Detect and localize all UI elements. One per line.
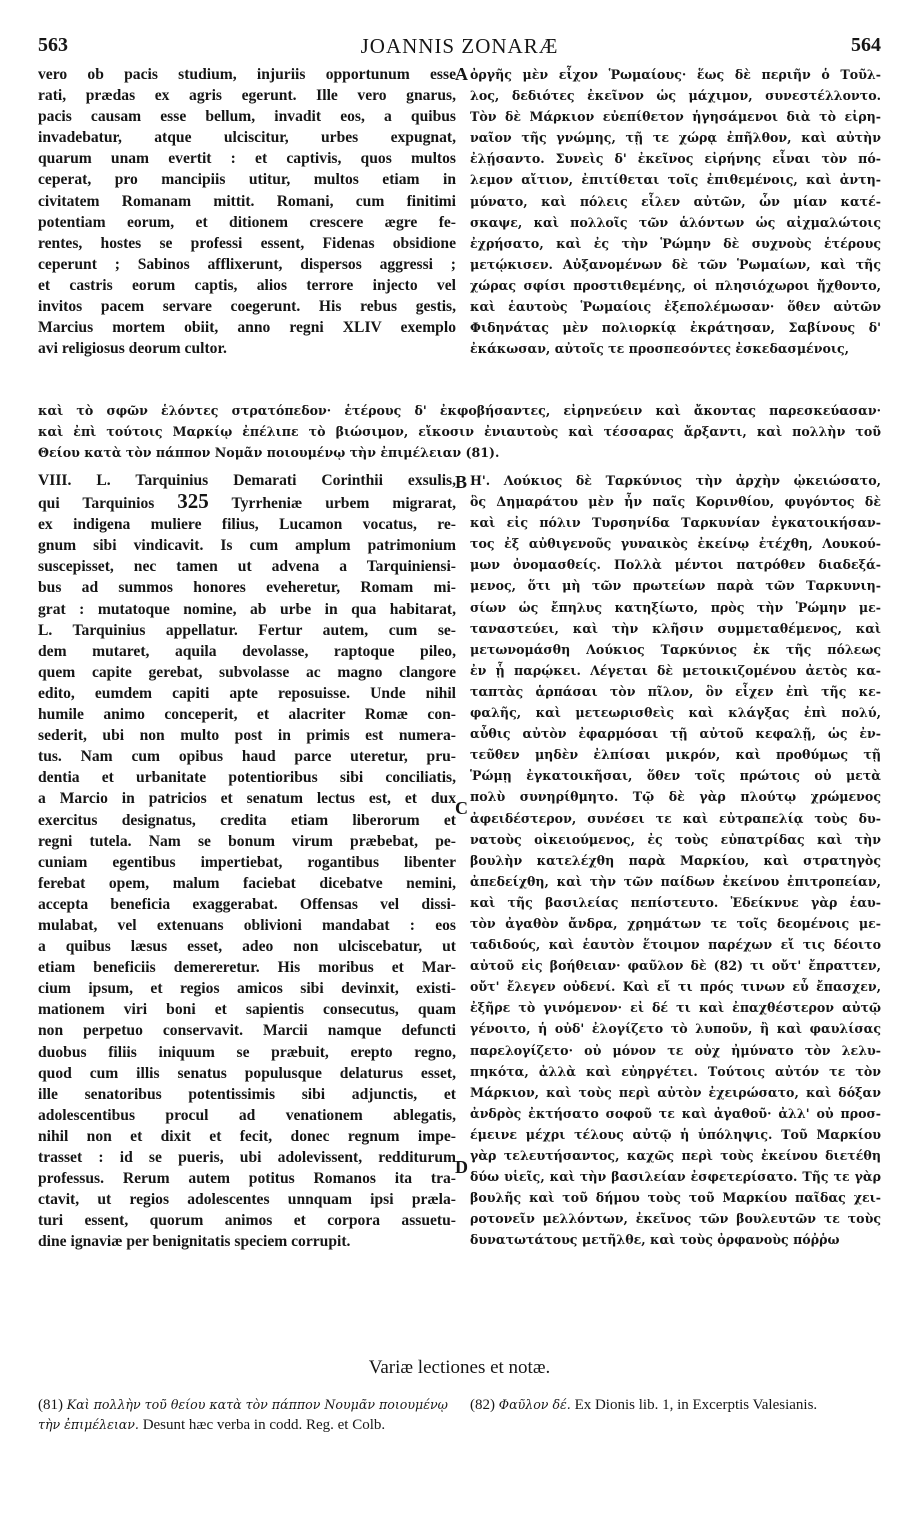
latin-text-line: mationem viri boni et sapientis consecutus, quam (38, 1001, 456, 1019)
latin-text-line: nihil non et dixit et fecit, donec regnum impe- (38, 1127, 456, 1145)
greek-text-line: παρελογίζετο· οὐ μόνον τε οὐχ ἠμύνατο τὸν λελυ- (470, 1042, 881, 1058)
greek-text-line: ὀργῆς μὲν εἶχον Ῥωμαίους· ἕως δὲ περιῆν ὁ Τοῦλ- (470, 67, 881, 82)
latin-text-line: etiam beneficiis demereretur. His moribus et Mar- (38, 959, 456, 977)
greek-text-line: Θείου κατὰ τὸν πάππον Νομᾶν ποιουμένῳ τὴν ἐπιμέλειαν (81). (38, 445, 500, 461)
latin-text-line: bus ad summos honores eveheretur, Romam mi- (38, 579, 456, 597)
edition-page-marker: 325 (177, 491, 209, 514)
greek-text-line: δυνατωτάτους μετῆλθε, καὶ τοὺς ὀρφανοὺς πόῤῥω (470, 1232, 840, 1248)
greek-text-line: βουλῆς καὶ τοῦ δήμου τοὺς τοῦ Μαρκίου παῖδας χει- (470, 1190, 881, 1206)
latin-text-line: invadebatur, atque ulciscitur, urbes expugnat, (38, 129, 456, 147)
greek-text-line: αὖθις αὐτὸν ἐφαρμόσαι τῇ αὐτοῦ κεφαλῇ, ὡς ἐν- (470, 726, 881, 742)
latin-text-line: ceperunt ; Sabinos afflixerunt, dispersos aggressi ; (38, 255, 456, 273)
greek-text-line: μετῴκισεν. Αὐξανομένων δὲ τῶν Ῥωμαίων, καὶ τῆς (470, 256, 881, 272)
greek-text-line: Μάρκιον, καὶ τοὺς περὶ αὐτὸν ἐχειρώσατο, καὶ δόξαν (470, 1084, 881, 1100)
greek-text-line: ὃς Δημαράτου μὲν ἦν παῖς Κορινθίου, φυγόντος δὲ (470, 494, 881, 510)
latin-text-line: quem capite gerebat, subvolasse ac magno clangore (38, 663, 456, 681)
latin-text-line: cuniam egentibus impertiebat, rogantibus libenter (38, 853, 456, 871)
latin-text-line: ferebat opem, malum faciebat dicebatve nemini, (38, 874, 456, 892)
latin-text-line: pacis causam esse bellum, invadit eos, a quibus (38, 108, 456, 126)
footnote-number: (82) (470, 1397, 495, 1413)
latin-text-line: qui Tarquinios 325 Tyrrheniæ urbem migrarat, (38, 491, 456, 514)
greek-text-line: Ῥώμῃ ἐγκατοικῆσαι, ὅθεν τοῖς πρώτοις οὐ μετὰ (470, 768, 881, 784)
greek-text-line: σκαψε, καὶ πολλοῖς τῶν ἁλόντων ὡς αἰχμαλώτοις (470, 214, 881, 230)
latin-text-line: Marcius mortem obiit, anno regni XLIV exemplo (38, 319, 456, 337)
latin-text-line: adolescentibus procul ad venationem ablegatis, (38, 1106, 456, 1124)
latin-text-line: tus. Nam cum opibus haud parce uteretur, pru- (38, 748, 456, 766)
latin-column-top (38, 64, 456, 359)
greek-text-line: γὰρ τελευτήσαντος, καχῶς περὶ τοὺς ἐκείνου διετέθη (470, 1148, 881, 1163)
greek-text-line: ταναστεύει, καὶ τὴν κλῆσιν συμμεταθέμενος, καὶ (470, 620, 881, 636)
notes-heading: Variæ lectiones et notæ. (368, 1357, 551, 1378)
greek-text-line: καὶ ἐπὶ τούτοις Μαρκίῳ ἐπέλιπε τὸ βιώσιμον, εἴκοσιν ἐνιαυτοὺς καὶ τέσσαρας ἄρξαντι, καὶ πολλὴν τοῦ (38, 424, 881, 440)
latin-text-line: ille senatoribus potentissimis sibi adjunctis, et (38, 1085, 456, 1103)
greek-text-line: ἐκάκωσαν, αὐτοῖς τε προσπεσόντες ἐσκεδασμένοις, (470, 341, 849, 357)
latin-text-line: exercitus designatus, credita etiam liberorum et (38, 811, 456, 829)
latin-text-line: sederit, ubi non multo post in primis est numera- (38, 727, 456, 745)
latin-text-line: civitatem Romanam mittit. Romani, cum finitimi (38, 192, 456, 210)
left-page-number: 563 (38, 34, 68, 56)
greek-text-line: ἐξῆρε τὸ γινόμενον· εἰ δέ τι καὶ ἐπαχθέστερον αὐτῷ (470, 1000, 881, 1016)
running-title: JOANNIS ZONARÆ (360, 34, 559, 58)
right-page-number: 564 (851, 34, 881, 56)
latin-text-line: ceperat, pro mancipiis utitur, multos etiam in (38, 171, 456, 189)
greek-text-line: οὔτ' ἔλεγεν οὐδενί. Καὶ εἴ τι πρός τινων εὖ ἔπασχεν, (470, 979, 881, 995)
greek-text-line: ταδιδούς, καὶ ἑαυτὸν ἕτοιμον παρέχων εἴ τις δέοιτο (470, 937, 881, 953)
greek-text-line: ἐλῄσαντο. Συνεὶς δ' ἐκεῖνος εἰρήνης εἶναι τὸν πό- (470, 151, 881, 167)
latin-text-line: L. Tarquinius appellatur. Fertur autem, cum se- (38, 621, 456, 639)
footnote-text: Desunt hæc verba in codd. Reg. et Colb. (142, 1417, 386, 1433)
latin-text-line: quarum unam evertit : et captivis, quos multos (38, 150, 456, 168)
latin-text-line: suscepisset, nec tamen ut advena a Tarquiniensi- (38, 558, 456, 576)
latin-text-line: ctavit, ut regios adolescentes unnquam ipsi præla- (38, 1191, 456, 1209)
greek-text-line: μύνατο, καὶ πόλεις εἷλεν αὐτῶν, ὧν μίαν κατέ- (470, 193, 881, 209)
latin-text-line: et castris eorum captis, alios terrore injecto vel (38, 276, 456, 294)
greek-text-line: τεῦθεν μηδὲν ἐλπίσαι μικρόν, καὶ προθύμως τῇ (470, 747, 881, 763)
latin-text-line: dem mutaret, aquila devolasse, raptoque pileo, (38, 642, 456, 660)
latin-text-line: avi religiosus deorum cultor. (38, 340, 227, 358)
latin-text-line: duobus filiis iniquum se præbuit, erepto regno, (38, 1043, 456, 1061)
footnote-number: (81) (38, 1397, 63, 1413)
latin-text-line: a quibus læsus esset, adeo non ulciscebatur, ut (38, 938, 456, 956)
latin-text-line: vero ob pacis studium, injuriis opportunum esse (38, 66, 456, 83)
margin-letter-a: A (455, 64, 468, 84)
latin-text-line: a Marcio in patricios et senatum lectus est, et dux (38, 790, 456, 808)
latin-text-line: invitos pacem servare coegerunt. His rebus gestis, (38, 298, 456, 316)
latin-text-line: dentia et urbanitate potentioribus sibi conciliatis, (38, 769, 456, 787)
greek-text-line: Φιδηνάτας μὲν πολιορκίᾳ ἐκράτησαν, Σαβίνους δ' (470, 320, 881, 336)
latin-text-line: turi essent, quorum animos et corpora assuetu- (38, 1212, 456, 1230)
greek-text-line: καὶ ἑαυτοὺς Ῥωμαίοις ἐξεπολέμωσαν· ὅθεν αὐτῶν (470, 299, 881, 315)
greek-text-line: ἐχρήσατο, καὶ ἐς τὴν Ῥώμην δὲ συχνοὺς ἑτέρους (470, 235, 881, 251)
greek-text-line: πολὺ συνηρίθμητο. Τῷ δὲ γὰρ πλούτῳ χρώμενος (470, 789, 881, 805)
greek-text-line: έμεινε μέχρι τέλους αὐτῷ ἡ ὑπόληψις. Τοῦ Μαρκίου (470, 1126, 881, 1142)
greek-text-line: σίων ὡς ἔπηλυς κατηξίωτο, πρὸς τὴν Ῥώμην με- (470, 599, 881, 615)
greek-text-line: ἀνδρὸς ἐκτήσατο σοφοῦ τε καὶ ἀγαθοῦ· ἀλλ' οὐ προσ- (470, 1105, 881, 1121)
greek-text-line: αὐτοῦ εἰς βοήθειαν· φαῦλον δὲ (82) τι οὔτ' ἔπραττεν, (470, 958, 881, 974)
greek-text-line: καὶ εἰς πόλιν Τυρσηνίδα Ταρκυνίαν ἐγκατοικήσαν- (470, 515, 881, 531)
latin-text-line: VIII. L. Tarquinius Demarati Corinthii exsulis, (38, 472, 456, 489)
greek-text-line: γένοιτο, ἡ οὐδ' ἐλογίζετο τὸ λυποῦν, ἢ καὶ φαυλίσας (470, 1021, 881, 1037)
greek-text-line: φαλῆς, καὶ μετεωρισθεὶς καὶ κλάγξας ἐπὶ πολύ, (470, 705, 881, 721)
greek-text-line: τος ἐξ αὐθιγενοῦς γυναικὸς ἐκείνῳ ἐτέχθη, Λουκού- (470, 536, 881, 552)
greek-column-main (470, 470, 881, 1250)
footnote-greek: Φαῦλον δέ. (498, 1397, 571, 1412)
greek-text-line: ἀπεδείχθη, καὶ τὴν τῶν παίδων ἐκείνου ἐπιτροπείαν, (470, 873, 881, 889)
greek-text-line: ροτονεῖν μελλόντων, ἐκεῖνος τῶν βουλευτῶν τε τοὺς (470, 1211, 881, 1227)
greek-text-line: βουλὴν κατελέχθη παρὰ Μαρκίου, καὶ στρατηγὸς (470, 852, 881, 868)
latin-text-line: trasset : id se pueris, ubi adolevissent, redditurum (38, 1149, 456, 1166)
greek-text-line: Η'. Λούκιος δὲ Ταρκύνιος τὴν ἀρχὴν ᾠκειώσατο, (470, 473, 881, 488)
latin-text-line: potentiam eorum, et ditionem crescere ægre fe- (38, 213, 456, 231)
greek-text-line: μενος, ὅτι μὴ τῶν πρωτείων παρὰ τῶν Ταρκυνιη- (470, 578, 881, 594)
footnote-82 (470, 1395, 881, 1415)
latin-text-line: accepta beneficia exaggerabat. Offensas vel dissi- (38, 895, 456, 913)
latin-text-line: cium ipsum, et regios amicos sibi devinxit, existi- (38, 980, 456, 998)
greek-text-line: μων ὀνομασθείς. Πολλὰ μέντοι πατρόθεν διαδεξά- (470, 557, 881, 573)
greek-text-line: λεμον αἴτιον, ἐπιτίθεται τοῖς ἐπιθεμένοις, καὶ ἀντη- (470, 172, 881, 188)
latin-column-main (38, 470, 456, 1252)
latin-text-line: mulabat, vel extenuans oblivioni mandabat : eos (38, 916, 456, 934)
latin-text-line: rati, prædas ex agris egerunt. Ille vero gnarus, (38, 87, 456, 105)
footnote-81 (38, 1395, 456, 1435)
greek-text-line: ναῖον τῆς γνώμης, τῇ τε χώρᾳ ἐπῆλθον, καὶ αὐτὴν (470, 130, 881, 146)
greek-text-line: ἀφειδέστερον, συνέσει τε καὶ εὐτραπελίᾳ τοὺς δυ- (470, 810, 881, 826)
latin-text-line: rentes, hostes se professi essent, Fidenas obsidione (38, 234, 456, 252)
greek-text-line: πηκότα, ἀλλὰ καὶ εὐηργέτει. Τούτοις αὐτόν τε τὸν (470, 1063, 881, 1079)
latin-text-line: non perpetuo conservavit. Marcii namque defuncti (38, 1022, 456, 1040)
greek-text-line: λος, δεδιότες ἐκεῖνον ὡς μάχιμον, συνεστέλλοντο. (470, 88, 881, 104)
greek-text-line: καὶ τῆς βασιλείας πεπίστευτο. Ἐδείκνυε γὰρ ἑαυ- (470, 894, 881, 910)
greek-text-line: ἐν ᾗ παρῴκει. Λέγεται δὲ μετοικιζομένου ἀετὸς κα- (470, 662, 881, 678)
greek-text-line: μετωνομάσθη Λούκιος Ταρκύνιος ἐκ τῆς πόλεως (470, 641, 881, 657)
greek-column-top (470, 64, 881, 359)
latin-text-line: ex indigena muliere filius, Lucamon vocatus, re- (38, 516, 456, 534)
greek-full-width-passage (38, 400, 881, 463)
greek-text-line: τὸν ἀγαθὸν ἄνδρα, χρημάτων τε τοῖς δεομένοις με- (470, 915, 881, 931)
latin-text-line: dine ignaviæ per benignitatis speciem corrupit. (38, 1233, 351, 1251)
latin-text-line: grat : mutatoque nomine, ab urbe in qua habitarat, (38, 600, 456, 618)
greek-text-line: χώρας σφίσι προστιθεμένης, οἱ πλησιόχωροι ἤχθοντο, (470, 277, 881, 293)
margin-letter-b: B (455, 472, 468, 492)
latin-text-line: quod cum illis senatus populusque delaturus esset, (38, 1064, 456, 1082)
footnote-greek: Καὶ πολλὴν τοῦ θείου κατὰ τὸν πάππον Νουμᾶν ποιουμένῳ τὴν ἐπιμέλειαν. (38, 1397, 448, 1432)
latin-text-line: edito, eumdem capiti apte reposuisse. Unde nihil (38, 684, 456, 702)
latin-text-line: regni tutela. Nam se bonum virum præbebat, pe- (38, 832, 456, 850)
latin-text-line: professus. Rerum autem potitus Romanos ita tra- (38, 1170, 456, 1188)
greek-text-line: ταπτὰς ἁρπάσαι τὸν πῖλον, ὃν εἶχεν ἐπὶ τῆς κε- (470, 683, 881, 699)
greek-text-line: Τὸν δὲ Μάρκιον εὐεπίθετον ἡγησάμενοι διὰ τὸ εἰρη- (470, 109, 881, 125)
running-header (38, 34, 881, 62)
greek-text-line: νατοὺς οἰκειούμενος, ἐς τοὺς εὐπατρίδας καὶ τὴν (470, 831, 881, 847)
margin-letter-c: C (455, 798, 468, 818)
latin-text-line: gnum sibi vindicavit. Is cum amplum patrimonium (38, 537, 456, 555)
latin-text-line: humile animo conceperit, et alacriter Romæ con- (38, 706, 456, 724)
footnote-text: Ex Dionis lib. 1, in Excerptis Valesianis. (574, 1397, 818, 1413)
greek-text-line: δύω υἱεῖς, καὶ τὴν βασιλείαν ἐσφετερίσατο. Τῆς τε γὰρ (470, 1169, 881, 1185)
greek-text-line: καὶ τὸ σφῶν ἑλόντες στρατόπεδον· ἑτέρους δ' ἐκφοβήσαντες, εἰρηνεύειν καὶ ἄκοντας παρεσκεύασαν· (38, 403, 881, 418)
margin-letter-d: D (455, 1157, 468, 1177)
